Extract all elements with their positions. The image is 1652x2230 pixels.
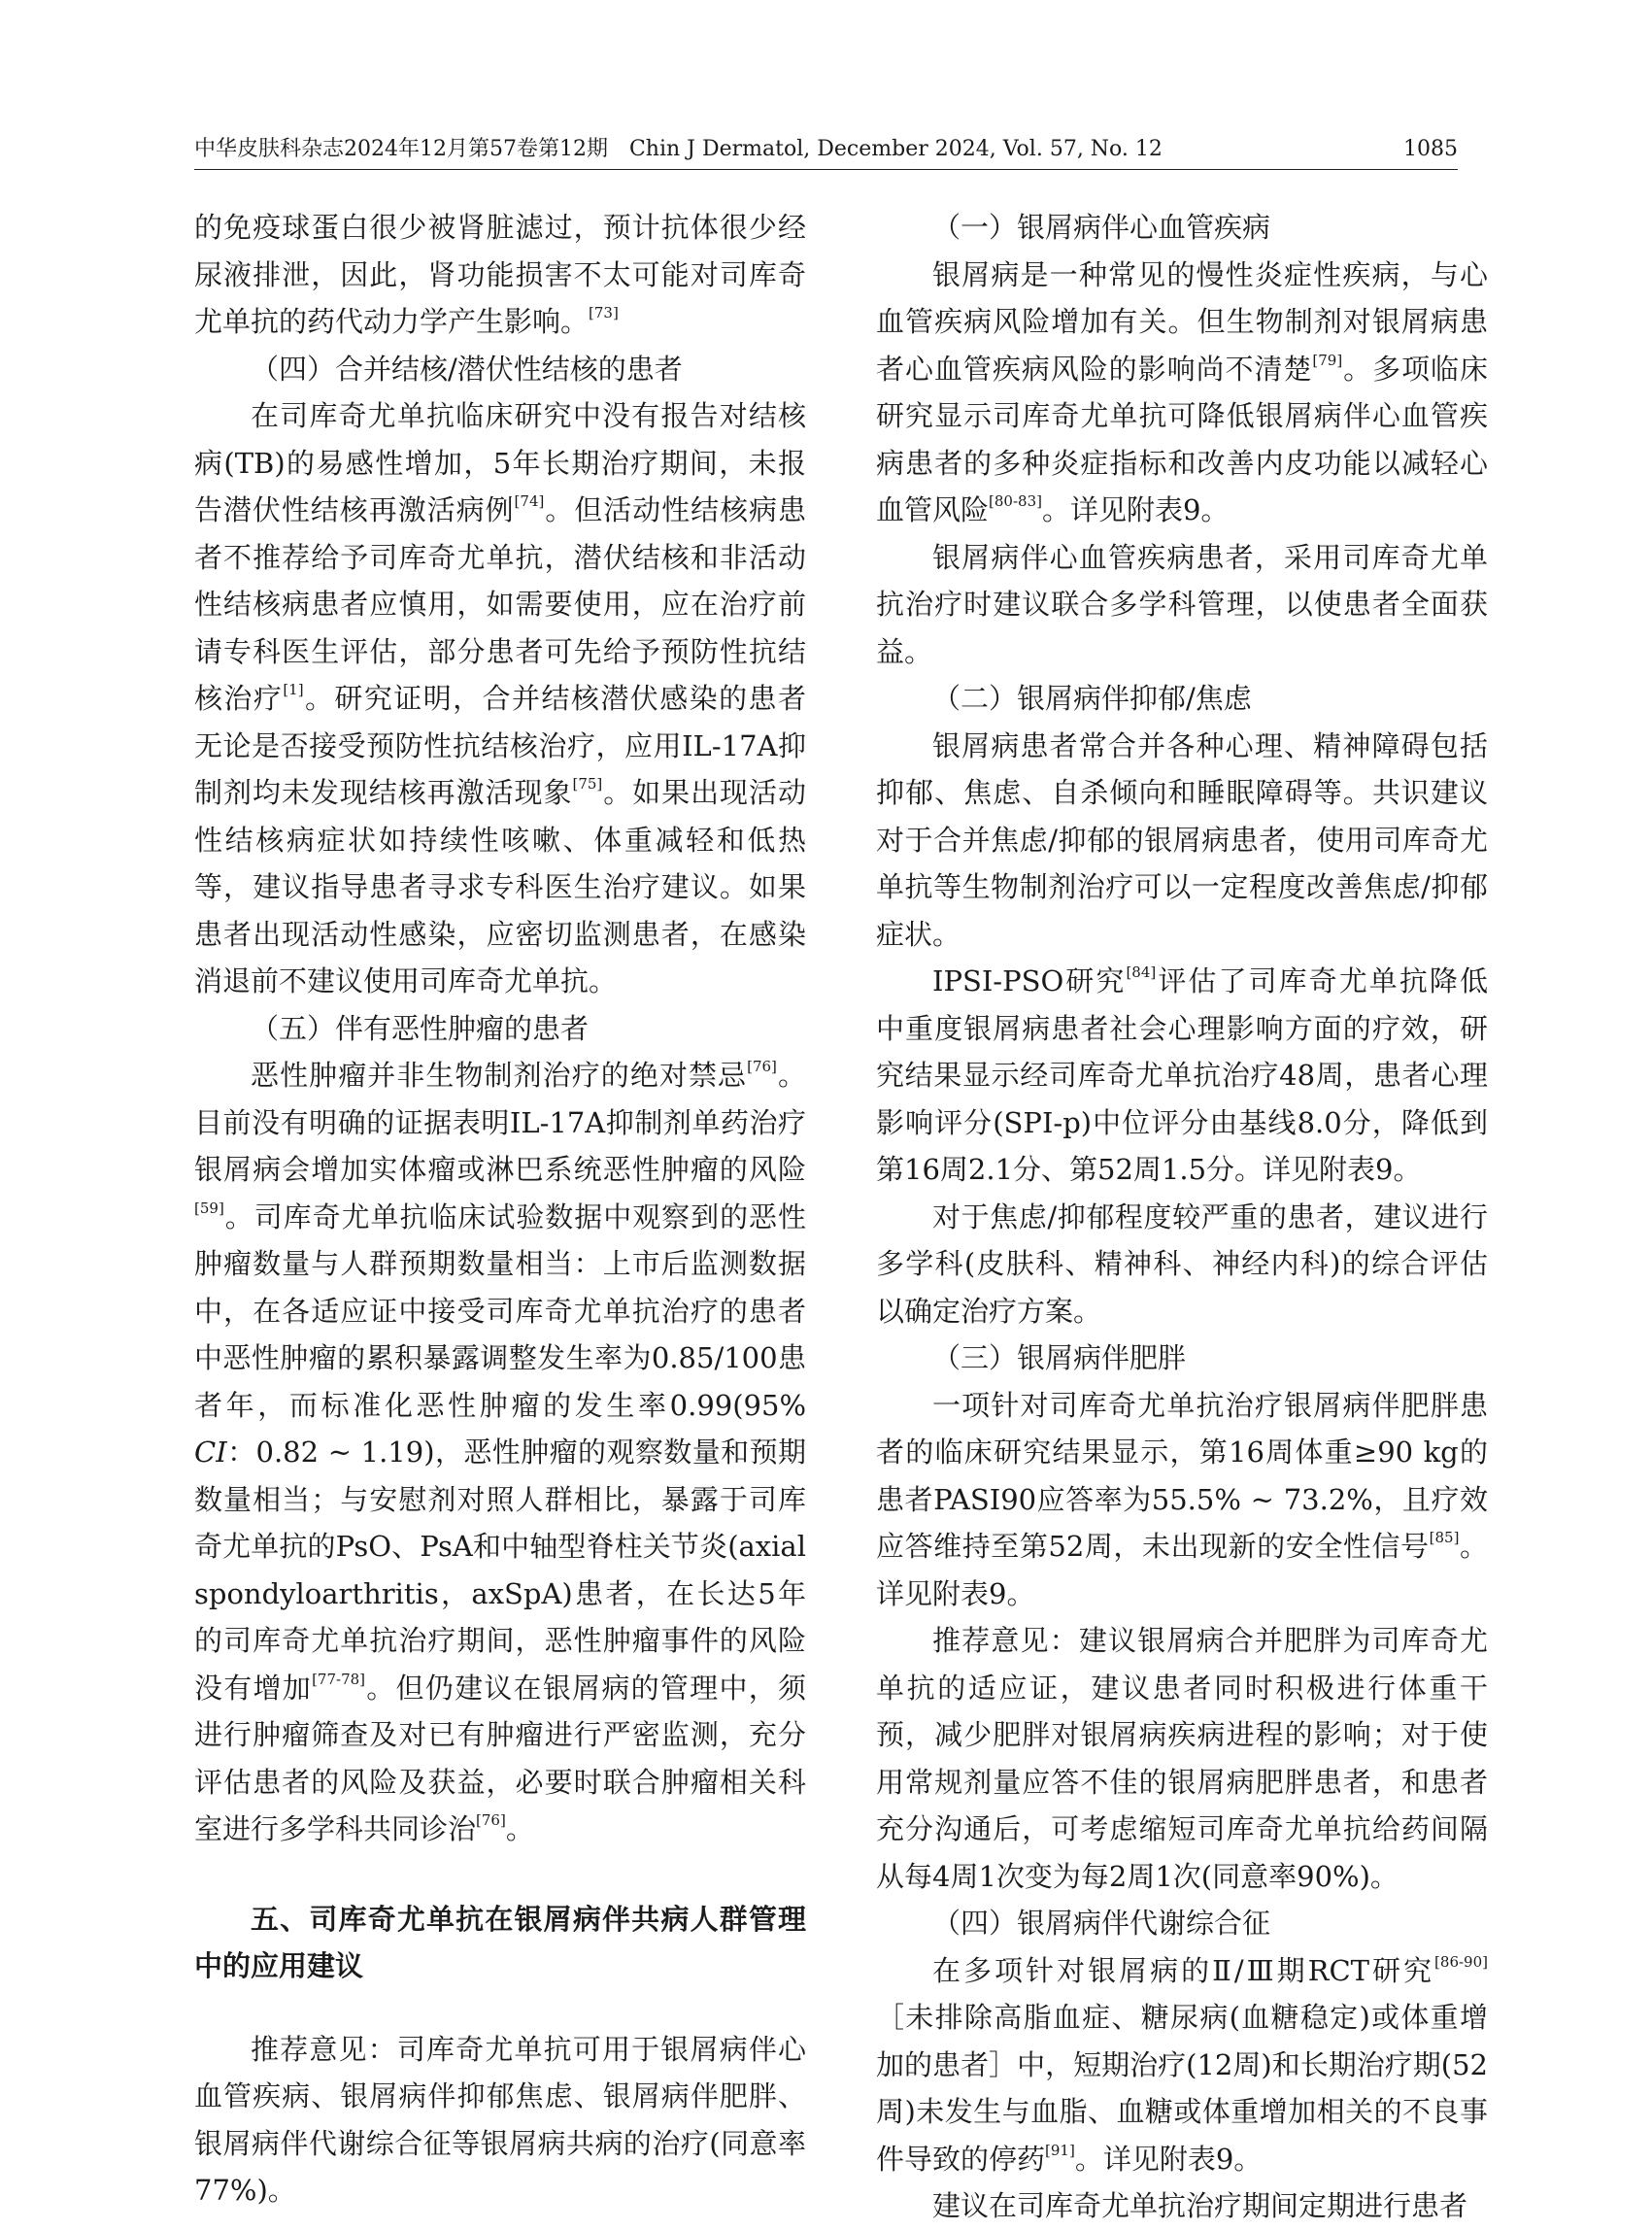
citation: [79] [1312, 351, 1343, 369]
journal-citation: 中华皮肤科杂志2024年12月第57卷第12期 Chin J Dermatol, December 2024, Vol. 57, No. 12 [194, 137, 1163, 161]
right-column [876, 204, 1488, 2230]
subheading-obesity: （三）银屑病伴肥胖 [932, 1341, 1187, 1374]
paragraph-recommendation: 推荐意见：司库奇尤单抗可用于银屑病伴心血管疾病、银屑病伴抑郁焦虑、银屑病伴肥胖、银屑病伴代谢综合征等银屑病共病的治疗(同意率77%)。 [194, 2032, 806, 2207]
text: ：0.82 ~ 1.19)，恶性肿瘤的观察数量和预期数量相当；与安慰剂对照人群相比，暴露于司库奇尤单抗的PsO、PsA和中轴型脊柱关节炎(axial spondyloarthritis，axSpA)患者，在长达5年的司库奇尤单抗治疗期间，恶性肿瘤事件的风险没有增加 [194, 1436, 806, 1705]
subheading-depression: （二）银屑病伴抑郁/焦虑 [932, 682, 1252, 715]
paragraph-ipsi-pso [876, 958, 1488, 1194]
text: 。研究证明，合并结核潜伏感染的患者无论是否接受预防性抗结核治疗，应用IL-17A抑制剂均未发现结核再激活现象 [194, 682, 806, 809]
text: 在多项针对银屑病的Ⅱ/Ⅲ期RCT研究 [932, 1953, 1435, 1987]
text: 。目前没有明确的证据表明IL-17A抑制剂单药治疗银屑病会增加实体瘤或淋巴系统恶性肿瘤的风险 [194, 1059, 806, 1186]
subheading-cardiovascular: （一）银屑病伴心血管疾病 [932, 211, 1271, 244]
paragraph-obesity-recommendation: 推荐意见：建议银屑病合并肥胖为司库奇尤单抗的适应证，建议患者同时积极进行体重干预，减少肥胖对银屑病疾病进程的影响；对于使用常规剂量应答不佳的银屑病肥胖患者，和患者充分沟通后，可考虑缩短司库奇尤单抗给药间隔从每4周1次变为每2周1次(同意率90%)。 [876, 1624, 1488, 1893]
text: 一项针对司库奇尤单抗治疗银屑病伴肥胖患者的临床研究结果显示，第16周体重≥90 kg的患者PASI90应答率为55.5% ~ 73.2%，且疗效应答维持至第52周，未出现新的安全性信号 [876, 1388, 1488, 1563]
text: 。 [505, 1812, 534, 1845]
paragraph-renal [194, 204, 806, 346]
page-number: 1085 [1403, 137, 1458, 161]
ci-label: CI [194, 1436, 227, 1469]
subheading-malignancy: （五）伴有恶性肿瘤的患者 [251, 1011, 590, 1045]
text: 。但活动性结核病患者不推荐给予司库奇尤单抗，潜伏结核和非活动性结核病患者应慎用，如需要使用，应在治疗前请专科医生评估，部分患者可先给予预防性抗结核治疗 [194, 493, 806, 715]
paragraph-monitoring: 建议在司库奇尤单抗治疗期间定期进行患者 [932, 2189, 1468, 2222]
text: 。详见附表9。 [1074, 2142, 1263, 2176]
running-header [194, 130, 1458, 170]
text: 。但仍建议在银屑病的管理中，须进行肿瘤筛查及对已有肿瘤进行严密监测，充分评估患者的风险及获益，必要时联合肿瘤相关科室进行多学科共同诊治 [194, 1671, 806, 1845]
citation: [77-78] [312, 1670, 366, 1688]
paragraph-cardiovascular-mgmt: 银屑病伴心血管疾病患者，采用司库奇尤单抗治疗时建议联合多学科管理，以使患者全面获益。 [876, 540, 1488, 668]
citation: [80-83] [989, 492, 1042, 510]
text: 的免疫球蛋白很少被肾脏滤过，预计抗体很少经尿液排泄，因此，肾功能损害不太可能对司库奇尤单抗的药代动力学产生影响。 [194, 211, 806, 338]
text: 银屑病是一种常见的慢性炎症性疾病，与心血管疾病风险增加有关。但生物制剂对银屑病患者心血管疾病风险的影响尚不清楚 [876, 257, 1488, 386]
citation: [76] [476, 1811, 506, 1829]
citation: [59] [194, 1199, 224, 1217]
left-column [194, 204, 806, 2214]
text: IPSI-PSO研究 [932, 964, 1127, 997]
text: 评估了司库奇尤单抗降低中重度银屑病患者社会心理影响方面的疗效，研究结果显示经司库奇尤单抗治疗48周，患者心理影响评分(SPI-p)中位评分由基线8.0分，降低到第16周2.1分、第52周1.5分。详见附表9。 [876, 964, 1488, 1186]
citation: [74] [514, 492, 545, 510]
paragraph-multidisciplinary: 对于焦虑/抑郁程度较严重的患者，建议进行多学科(皮肤科、精神科、神经内科)的综合评估以确定治疗方案。 [876, 1199, 1488, 1328]
paragraph-obesity [876, 1382, 1488, 1618]
subheading-metabolic: （四）银屑病伴代谢综合征 [932, 1907, 1271, 1940]
citation: [91] [1045, 2141, 1075, 2159]
citation: [1] [283, 681, 304, 698]
citation: [73] [589, 304, 619, 321]
paragraph-cardiovascular [876, 252, 1488, 534]
citation: [85] [1429, 1529, 1460, 1546]
section-heading-5: 五、司库奇尤单抗在银屑病伴共病人群管理中的应用建议 [194, 1902, 806, 1982]
text: 在司库奇尤单抗临床研究中没有报告对结核病(TB)的易感性增加，5年长期治疗期间，未报告潜伏性结核再激活病例 [194, 399, 806, 526]
paragraph-depression: 银屑病患者常合并各种心理、精神障碍包括抑郁、焦虑、自杀倾向和睡眠障碍等。共识建议对于合并焦虑/抑郁的银屑病患者，使用司库奇尤单抗等生物制剂治疗可以一定程度改善焦虑/抑郁症状。 [876, 728, 1488, 951]
text: 。如果出现活动性结核病症状如持续性咳嗽、体重减轻和低热等，建议指导患者寻求专科医生治疗建议。如果患者出现活动性感染，应密切监测患者，在感染消退前不建议使用司库奇尤单抗。 [194, 776, 806, 997]
text: 。多项临床研究显示司库奇尤单抗可降低银屑病伴心血管疾病患者的多种炎症指标和改善内皮功能以减轻心血管风险 [876, 352, 1488, 526]
subheading-tuberculosis: （四）合并结核/潜伏性结核的患者 [251, 352, 683, 386]
text: 。详见附表9。 [876, 1530, 1488, 1610]
citation: [84] [1126, 963, 1157, 981]
citation: [86-90] [1434, 1952, 1488, 1971]
text: 恶性肿瘤并非生物制剂治疗的绝对禁忌 [251, 1059, 748, 1092]
text: 。司库奇尤单抗临床试验数据中观察到的恶性肿瘤数量与人群预期数量相当：上市后监测数据中，在各适应证中接受司库奇尤单抗治疗的患者中恶性肿瘤的累积暴露调整发生率为0.85/100患者年，而标准化恶性肿瘤的发生率0.99(95% [194, 1199, 806, 1422]
text: ［未排除高脂血症、糖尿病(血糖稳定)或体重增加的患者］中，短期治疗(12周)和长期治疗期(52周)未发生与血脂、血糖或体重增加相关的不良事件导致的停药 [876, 2001, 1488, 2176]
text: 。详见附表9。 [1041, 493, 1230, 526]
paragraph-tuberculosis [194, 392, 806, 1005]
citation: [76] [747, 1058, 777, 1075]
paragraph-metabolic [876, 1947, 1488, 2183]
paragraph-malignancy [194, 1052, 806, 1853]
citation: [75] [572, 775, 603, 793]
